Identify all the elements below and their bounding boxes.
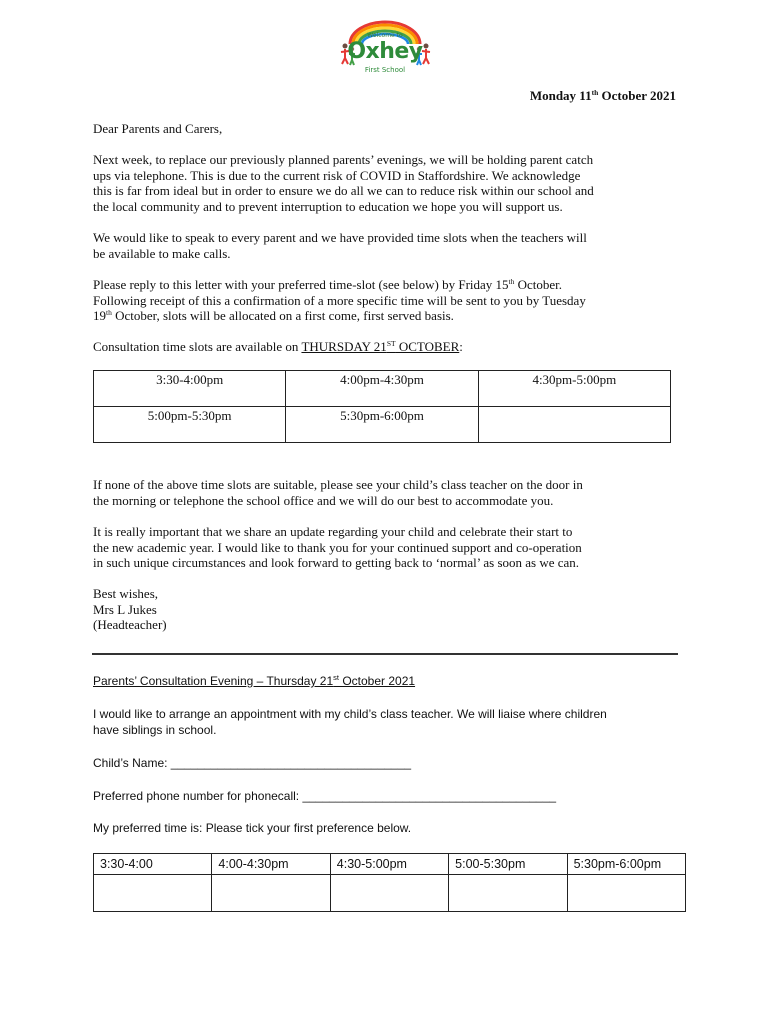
preferred-time-instruction: My preferred time is: Please tick your first preference below.	[93, 821, 412, 835]
para5-line: the new academic year. I would like to thank you for your continued support and co-operation	[93, 539, 582, 555]
para2-line: be available to make calls.	[93, 245, 231, 261]
para5-line: in such unique circumstances and look forward to getting back to ‘normal’ as soon as we can.	[93, 555, 580, 571]
preference-time-header: 5:00-5:30pm	[449, 854, 567, 875]
signoff-title: (Headteacher)	[93, 617, 167, 633]
paragraph-time-slots	[93, 230, 683, 261]
greeting: Dear Parents and Carers,	[93, 121, 223, 136]
slot-cell: 4:30pm-5:00pm	[478, 371, 670, 407]
time-slots-table	[93, 370, 671, 443]
para3-sup: th	[106, 308, 112, 318]
form-intro-line: I would like to arrange an appointment with my child’s class teacher. We will liaise where children	[93, 707, 607, 721]
logo-school-name: Oxhey	[347, 39, 423, 64]
para1-line: ups via telephone. This is due to the current risk of COVID in Staffordshire. We acknowledge	[93, 167, 581, 183]
signoff-line: Best wishes,	[93, 586, 158, 601]
date-ordinal: th	[591, 88, 599, 97]
para4-line: the morning or telephone the school office and we will do our best to accommodate you.	[93, 492, 554, 508]
para4-line: If none of the above time slots are suitable, please see your child’s class teacher on the door in	[93, 477, 583, 492]
table-row	[94, 854, 686, 875]
slot-cell: 3:30-4:00pm	[94, 371, 286, 407]
para3-text: Following receipt of this a confirmation of a more specific time will be sent to you by Tuesday	[93, 292, 586, 308]
para3-text: 19	[93, 308, 106, 324]
signoff	[93, 586, 683, 633]
consult-suffix: :	[459, 339, 463, 354]
slot-cell: 4:00pm-4:30pm	[286, 371, 478, 407]
cut-line-divider	[92, 653, 678, 655]
table-row	[94, 371, 671, 407]
table-row	[94, 875, 686, 912]
form-intro	[93, 706, 693, 738]
paragraph-intro	[93, 152, 683, 214]
logo-welcome-text: Welcome to	[367, 32, 403, 39]
paragraph-alternatives	[93, 477, 683, 508]
table-row	[94, 407, 671, 443]
consult-date-sup: ST	[386, 339, 396, 348]
logo-subtitle: First School	[364, 66, 406, 74]
form-title-part: October 2021	[339, 674, 416, 688]
signoff-name: Mrs L Jukes	[93, 601, 157, 617]
child-name-field[interactable]: Child’s Name: ____________________________________	[93, 756, 412, 770]
consult-prefix: Consultation time slots are available on	[93, 339, 302, 354]
paragraph-update	[93, 524, 683, 571]
preference-time-header: 4:30-5:00pm	[330, 854, 448, 875]
slot-cell	[478, 407, 670, 443]
tick-box-cell[interactable]	[212, 875, 330, 912]
para1-line: the local community and to prevent interruption to education we hope you will support us.	[93, 198, 563, 214]
consult-date-underlined	[301, 339, 459, 354]
consult-date-part: OCTOBER	[395, 339, 460, 354]
para3-text: October.	[514, 277, 563, 292]
consultation-date-line	[93, 339, 683, 355]
para1-line: Next week, to replace our previously planned parents’ evenings, we will be holding parent catch	[93, 152, 594, 167]
tick-box-cell[interactable]	[94, 875, 212, 912]
para2-line: We would like to speak to every parent and we have provided time slots when the teachers will	[93, 230, 587, 245]
preference-time-header: 4:00-4:30pm	[212, 854, 330, 875]
tick-box-cell[interactable]	[330, 875, 448, 912]
date-day: Monday 11	[529, 88, 592, 103]
preference-time-header: 3:30-4:00	[94, 854, 212, 875]
slot-cell: 5:30pm-6:00pm	[286, 407, 478, 443]
form-title	[93, 673, 683, 689]
preference-time-header: 5:30pm-6:00pm	[567, 854, 685, 875]
tick-box-cell[interactable]	[449, 875, 567, 912]
school-logo	[336, 18, 434, 80]
form-title-underlined	[93, 674, 415, 688]
phone-number-field[interactable]: Preferred phone number for phonecall: ______________________________________	[93, 789, 557, 803]
para3-text: Please reply to this letter with your preferred time-slot (see below) by Friday 15	[93, 277, 509, 292]
para5-line: It is really important that we share an update regarding your child and celebrate their start to	[93, 524, 573, 539]
preference-table	[93, 853, 686, 912]
date-month-year: October 2021	[598, 88, 676, 103]
consult-date-part: THURSDAY 21	[301, 339, 387, 354]
form-title-sup: st	[333, 673, 339, 682]
form-title-part: Parents’ Consultation Evening – Thursday 21	[93, 674, 334, 688]
para3-text: October, slots will be allocated on a first come, first served basis.	[111, 308, 454, 324]
tick-box-cell[interactable]	[567, 875, 685, 912]
slot-cell: 5:00pm-5:30pm	[94, 407, 286, 443]
form-intro-line: have siblings in school.	[93, 723, 217, 737]
para1-line: this is far from ideal but in order to ensure we do all we can to reduce risk within our school and	[93, 183, 594, 199]
letter-date	[530, 88, 676, 104]
para3-sup: th	[508, 277, 515, 286]
paragraph-reply	[93, 277, 683, 324]
